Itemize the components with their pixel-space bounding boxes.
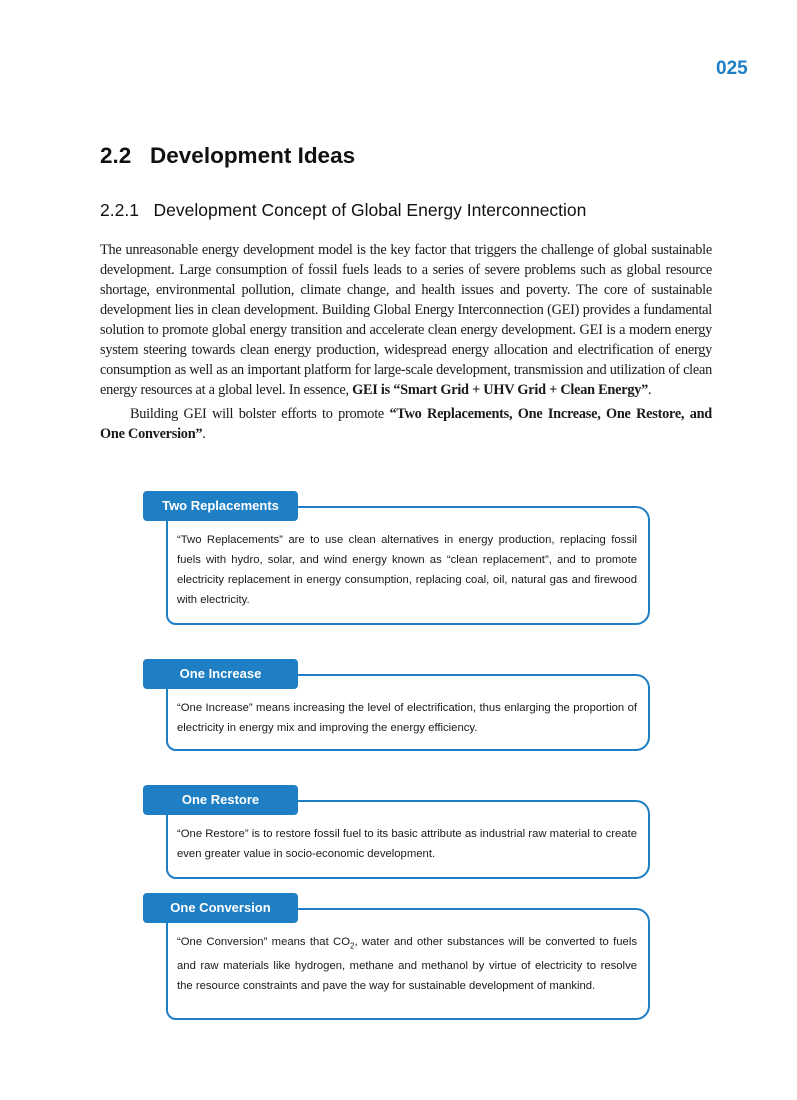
paragraph-bold: GEI is “Smart Grid + UHV Grid + Clean Energy” (352, 382, 649, 398)
callout-title: Two Replacements (143, 491, 298, 521)
page-number: 025 (716, 58, 748, 79)
subscript: 2 (350, 941, 355, 951)
body-text (100, 240, 712, 444)
callout-title: One Restore (143, 785, 298, 815)
callout-text: “Two Replacements” are to use clean alternatives in energy production, replacing fossil fuels with hydro, solar, and wind energy known as “clean replacement”, and to promote electricity replacement in energy consumption, replacing coal, oil, natural gas and firewood with electricity. (177, 534, 637, 606)
paragraph-end: . (202, 426, 206, 442)
callout-text: “One Restore” is to restore fossil fuel to its basic attribute as industrial raw material to create even greater value in socio-economic development. (177, 828, 637, 860)
callout-text: “One Increase” means increasing the level of electrification, thus enlarging the proportion of electricity in energy mix and improving the energy efficiency. (177, 702, 637, 734)
paragraph-text: Building GEI will bolster efforts to promote (130, 406, 390, 422)
callout-text (168, 910, 648, 1004)
callout-text-pre: “One Conversion” means that CO (177, 936, 350, 948)
callout-text-post: , water and other substances will be converted to fuels and raw materials like hydrogen, methane and methanol by virtue of electricity to resolve the resource constraints and pave the way for sustainable development of mankind. (177, 936, 637, 993)
paragraph-bold: “Two Replacements, One Increase, One Restore, and One Conversion” (100, 406, 712, 442)
subsection-title: 2.2.1 Development Concept of Global Energy Interconnection (100, 200, 587, 220)
paragraph-1 (100, 240, 712, 400)
callout-box (166, 908, 650, 1020)
callout-title: One Conversion (143, 893, 298, 923)
section-title: 2.2 Development Ideas (100, 143, 356, 168)
paragraph-2 (100, 404, 712, 444)
paragraph-end: . (648, 382, 652, 398)
paragraph-text: The unreasonable energy development model is the key factor that triggers the challenge of global sustainable development. Large consumption of fossil fuels leads to a series of severe problems such as global resource shortage, environmental pollution, climate change, and health issues and poverty. The core of sustainable development lies in clean development. Building Global Energy Interconnection (GEI) provides a fundamental solution to promote global energy transition and accelerate clean energy development. GEI is a modern energy system steering towards clean energy production, widespread energy allocation and electrification of energy consumption as well as an important platform for large-scale development, transmission and utilization of clean energy resources at a global level. In essence, (100, 242, 712, 398)
callout-box (166, 506, 650, 625)
callout-title: One Increase (143, 659, 298, 689)
